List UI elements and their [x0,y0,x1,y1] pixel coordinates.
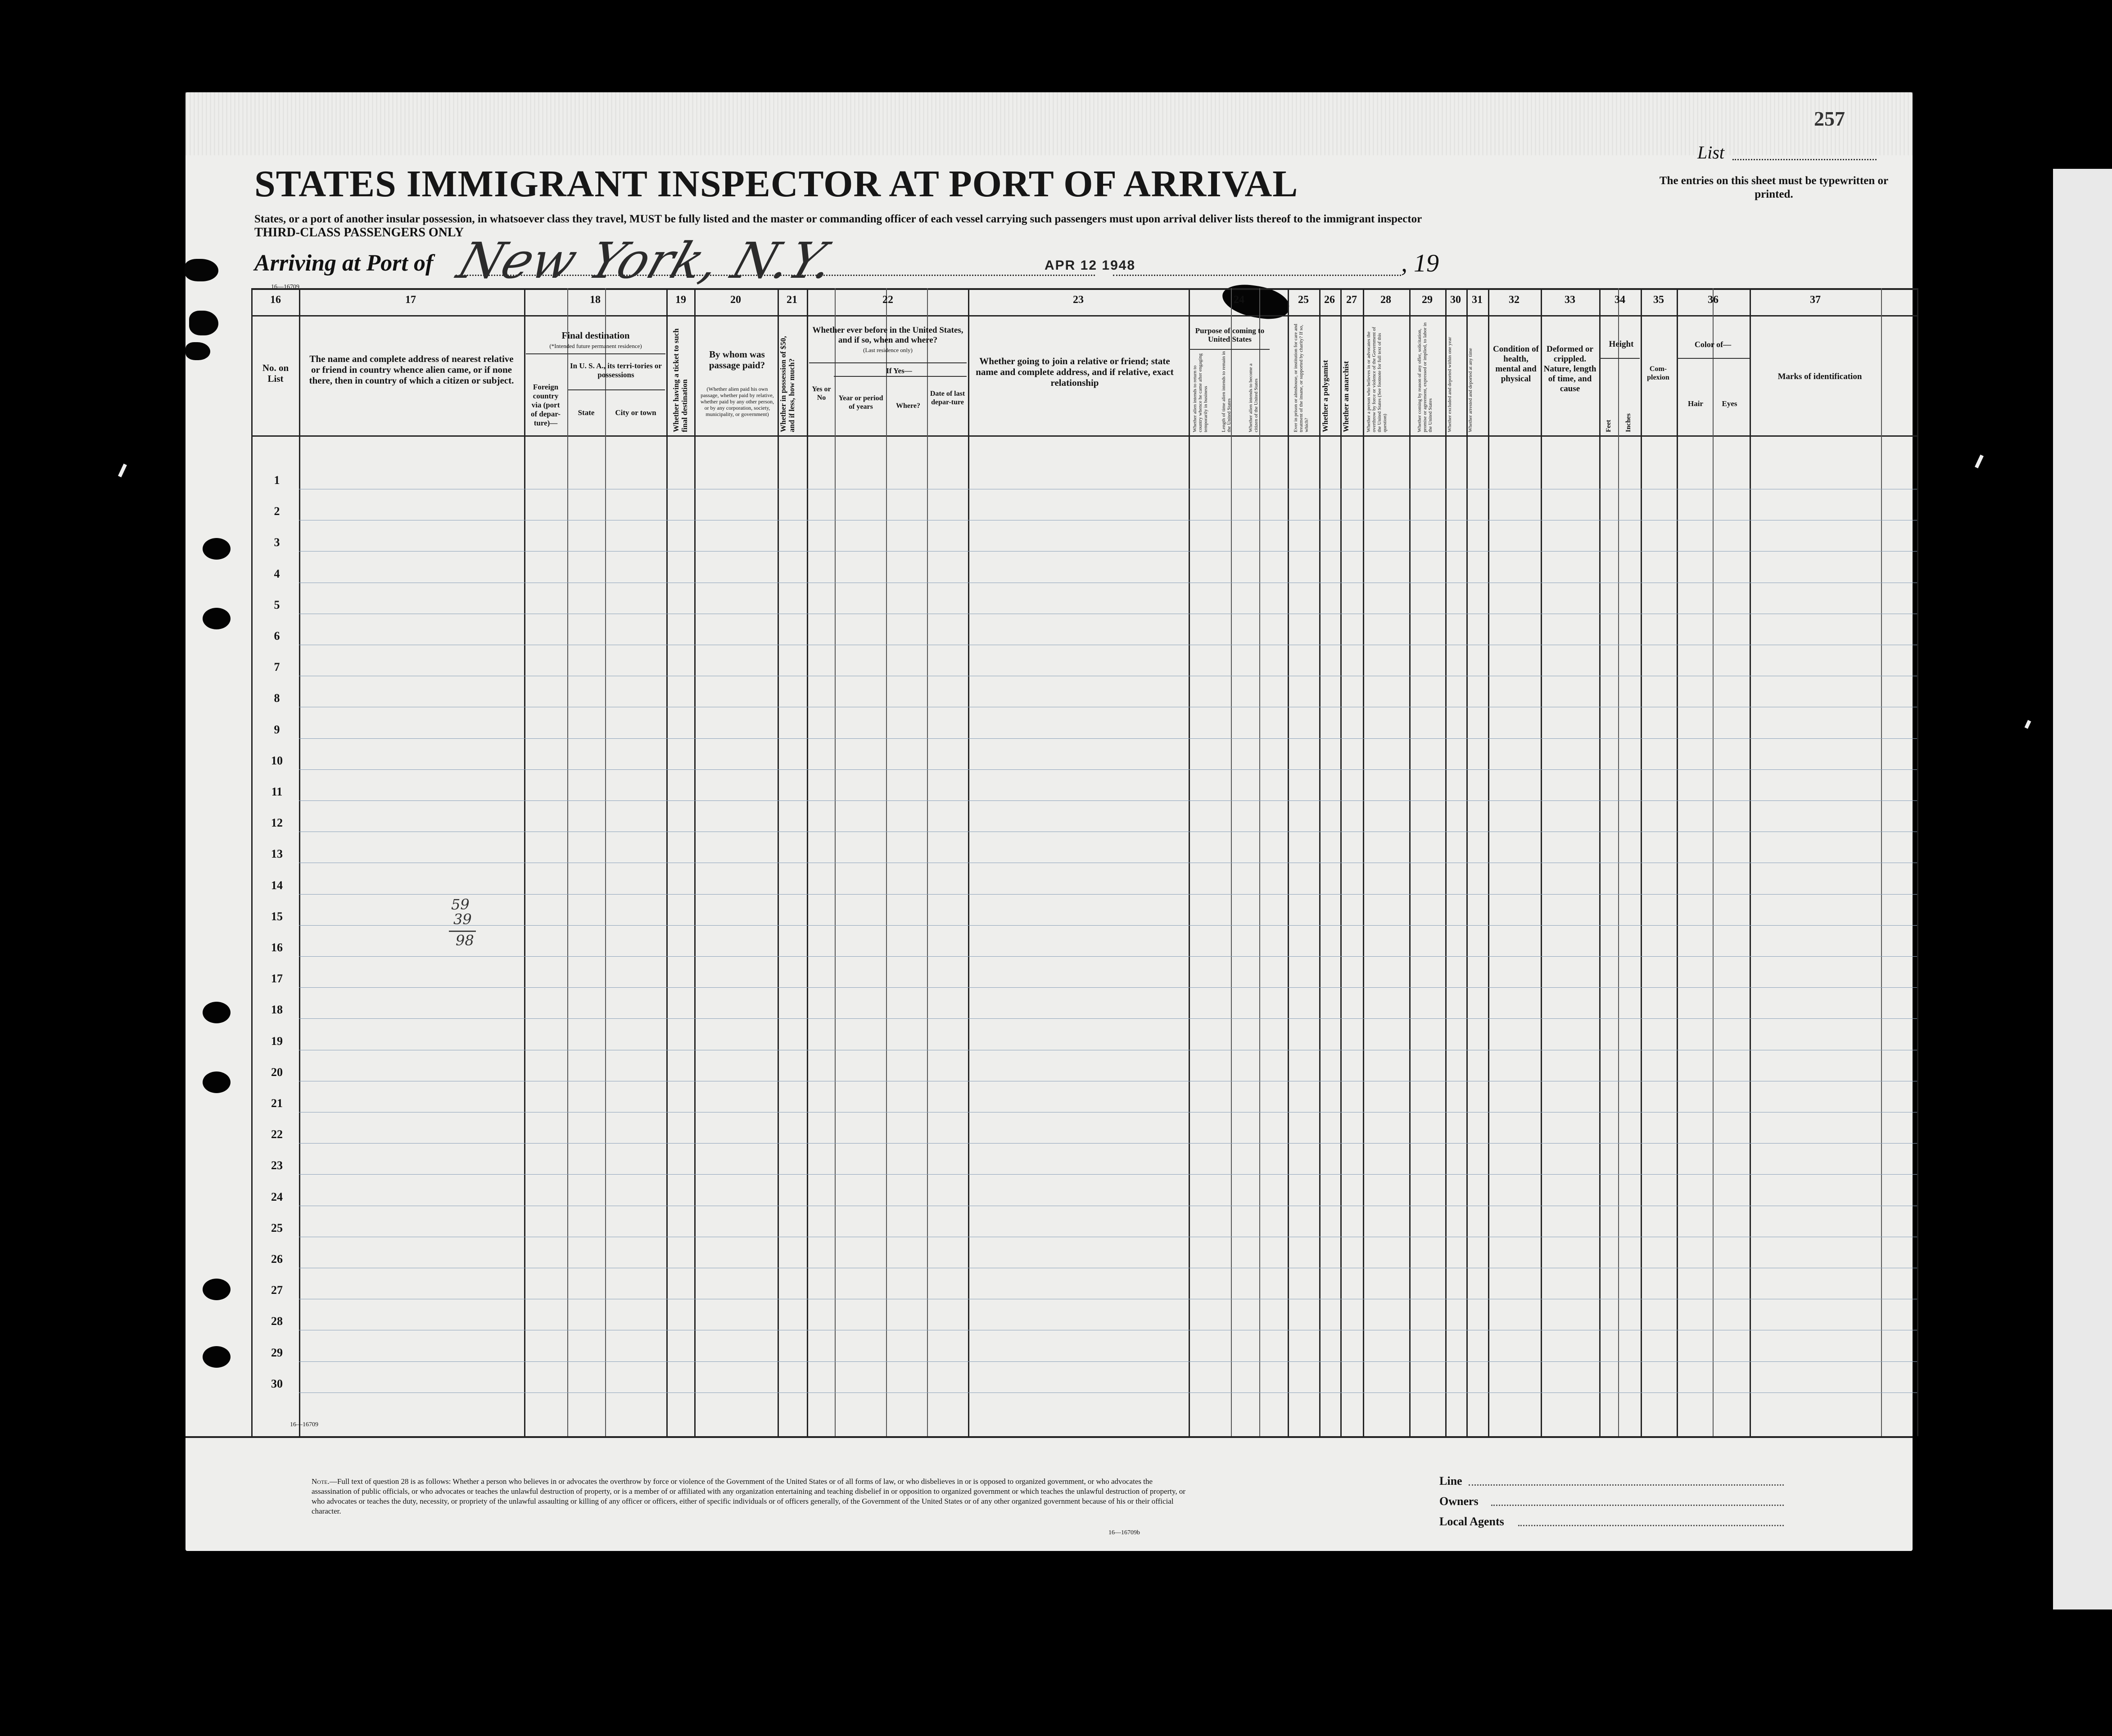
row-rule [299,1361,1917,1362]
column-number: 31 [1472,294,1483,306]
footnote-label: Note. [312,1477,330,1486]
row-number: 13 [271,847,283,861]
col18-state: State [578,408,595,417]
row-rule [299,1143,1917,1144]
footnote [312,1477,1189,1516]
column-rule [1488,288,1489,1436]
row-number: 26 [271,1252,283,1266]
col27-header: Whether an anarchist [1342,361,1350,432]
col36-eyes: Eyes [1722,399,1737,408]
row-number: 5 [274,598,280,611]
row-number: 9 [274,723,280,736]
column-rule [299,288,300,1436]
column-rule [1189,288,1190,1436]
date-stamp: APR 12 1948 [1045,258,1136,273]
column-rule [1363,288,1364,1436]
row-number: 15 [271,909,283,923]
col31-header: Whether arrested and deported at any time [1468,348,1473,432]
list-label: List [1697,142,1725,163]
row-number: 28 [271,1315,283,1328]
column-number: 35 [1653,294,1664,306]
column-number: 33 [1565,294,1575,306]
manifest-sheet [185,92,1913,1551]
row-number: 25 [271,1221,283,1234]
row-number: 17 [271,972,283,986]
col35-header: Com-plexion [1647,365,1669,381]
footer-owners-label: Owners [1439,1495,1479,1508]
handwritten-sum-2: 39 [453,911,472,928]
column-number: 18 [590,294,601,306]
col19-header: Whether having a ticket to such final destination [672,328,689,432]
col32-header: Condition of health, mental and physical [1493,344,1539,384]
edge-blot [189,311,218,335]
column-number: 36 [1708,294,1719,306]
edge-blot [185,342,210,360]
column-rule [1319,288,1321,1436]
col34-inches: Inches [1625,413,1632,432]
row-number: 21 [271,1097,283,1110]
film-speck [2025,720,2031,729]
col34-subrule [1599,358,1640,359]
col36-subrule [1677,358,1750,359]
row-rule [299,1392,1917,1393]
port-handwriting: New York, N.Y. [451,232,842,289]
row-number: 12 [271,816,283,830]
column-rule [807,288,808,1436]
date-line [1113,275,1401,276]
note-code: 16—16709b [1108,1529,1140,1536]
col18-foreign: Foreign country via (port of depar-ture)— [531,383,561,427]
column-rule [1340,288,1342,1436]
column-rule [1541,288,1542,1436]
column-rule [1713,288,1714,1436]
column-number: 24 [1234,294,1244,306]
handwritten-sum-1: 59 [451,896,470,913]
punch-hole [203,1071,231,1093]
column-rule [1259,288,1260,1436]
col17-header: The name and complete address of nearest relative or friend in country whence alien came, or if none there, then in country of which a citizen or subject. [309,353,514,386]
punch-hole [203,1002,231,1023]
row-number: 11 [271,785,283,798]
col22-yesno: Yes or No [812,385,831,402]
col18-sub: (*Intended future permanent residence) [549,343,642,349]
col20-title: By whom was passage paid? [709,349,765,371]
adjacent-page-strip [2053,169,2112,1609]
row-number: 8 [274,692,280,705]
footer-line-field [1469,1484,1784,1486]
table-bottom-rule [185,1436,1913,1438]
row-rule [299,551,1917,552]
col28-header: Whether a person who believes in or advocates the overthrow by force or violence of the Government of the United States (See footnote for full text of this question) [1366,327,1388,432]
list-number-line [1732,159,1877,160]
row-number: 6 [274,629,280,642]
col20-sub: (Whether alien paid his own passage, whether paid by relative, whether paid by any other person, or by any corporation, society, municipality, or government) [700,386,774,417]
row-number: 10 [271,754,283,767]
col36-hair: Hair [1688,399,1703,408]
row-number: 4 [274,567,280,580]
column-number: 25 [1298,294,1309,306]
row-number: 29 [271,1346,283,1359]
form-code-bottom: 16—16709 [290,1421,318,1428]
row-number: 18 [271,1003,283,1017]
col24-citizen: Whether alien intends to become a citizen of the United States [1248,363,1259,432]
column-rule [1917,288,1918,1436]
column-rule [694,288,696,1436]
film-speck [118,464,127,478]
column-rule [666,288,668,1436]
footer-line-label: Line [1439,1474,1462,1487]
col24-title: Purpose of coming to United States [1195,326,1265,344]
col16-header: No. on List [262,362,289,384]
col22-date: Date of last depar-ture [930,390,965,406]
col18-usa: In U. S. A., its terri-tories or possessions [570,362,662,379]
row-number: 23 [271,1159,283,1172]
row-rule [299,769,1917,770]
handwritten-sum-total: 98 [456,932,474,949]
row-number: 16 [271,941,283,954]
column-number: 19 [675,294,686,306]
column-rule [1750,288,1751,1436]
row-number: 2 [274,505,280,518]
passenger-class: THIRD-CLASS PASSENGERS ONLY [254,226,464,240]
row-number: 19 [271,1034,283,1048]
column-rule [567,288,568,1436]
punch-hole [203,608,231,629]
column-rule [1466,288,1468,1436]
column-number-rule [251,315,1917,316]
row-rule [299,925,1917,926]
row-number: 30 [271,1377,283,1390]
col18-title: Final destination [561,330,630,341]
column-rule [1231,288,1232,1436]
col26-header: Whether a polygamist [1321,360,1330,432]
row-number: 24 [271,1190,283,1203]
column-rule [605,288,606,1436]
column-rule [1599,288,1601,1436]
arriving-label: Arriving at Port of [254,250,434,276]
column-rule [1445,288,1447,1436]
col22-period: Year or period of years [838,394,883,411]
list-number: 257 [1814,107,1845,130]
column-rule [1618,288,1619,1436]
column-rule [1677,288,1678,1436]
col24-return: Whether alien intends to return to country whence he came after engaging temporarily in business [1192,353,1208,432]
footer-owners-field [1491,1505,1784,1506]
row-number: 22 [271,1128,283,1141]
column-rule [778,288,779,1436]
col22-where: Where? [896,402,920,410]
port-line [456,275,1095,276]
column-rule [886,288,887,1436]
column-rule [1409,288,1411,1436]
edge-blot [185,259,218,281]
entries-note: The entries on this sheet must be typewritten or printed. [1659,175,1889,200]
col18-city: City or town [615,408,656,417]
column-rule [251,288,253,1436]
row-number: 3 [274,536,280,549]
column-number: 26 [1324,294,1335,306]
column-number: 32 [1509,294,1520,306]
form-code-top: 16—16709 [271,284,299,290]
col33-header: Deformed or crippled. Nature, length of time, and cause [1543,344,1596,393]
col21-header: Whether in possession of $50, and if less, how much? [779,336,796,432]
row-rule [299,894,1917,895]
row-rule [299,738,1917,739]
col22-ifyes: If Yes— [886,366,912,375]
column-number: 34 [1615,294,1625,306]
col22-ifyes-rule [834,376,967,377]
col29-header: Whether coming by reason of any offer, solicitation, promise or agreement, expressed or implied, to labor in the United States [1417,322,1433,432]
column-number: 20 [730,294,741,306]
row-number: 14 [271,878,283,892]
column-number: 23 [1073,294,1084,306]
row-rule [299,956,1917,957]
col30-header: Whether excluded and deported within one year [1447,337,1452,432]
col23-header: Whether going to join a relative or friend; state name and complete address, and if relative, exact relationship [976,356,1174,388]
row-number: 27 [271,1284,283,1297]
column-number: 27 [1346,294,1357,306]
film-speck [1975,455,1984,469]
column-number: 21 [787,294,797,306]
column-number: 29 [1422,294,1433,306]
punch-hole [203,1279,231,1300]
footer-agents-field [1518,1525,1784,1526]
col22-title: Whether ever before in the United States, and if so, when and where? [812,326,963,345]
column-number: 28 [1380,294,1391,306]
footnote-text: —Full text of question 28 is as follows: Whether a person who believes in or advocates the overthrow by force or violence of the Government of the United States or of all forms of law, or who disbelieves in or is opposed to organized government, or who advocates the assassination of public officials, or who advocates or teaches the unlawful destruction of property, or is a member of or affiliated with any organization entertaining and teaching disbelief in or opposition to organized government or which teaches the unlawful destruction of property, or who advocates or teaches the duty, necessity, or propriety of the unlawful assaulting or killing of any officer or officers, either of specific individuals or of officers generally, of the Government of the United States or of any other organized government because of his or their official character. [312,1477,1186,1515]
header-bottom-rule [251,435,1917,437]
column-number: 22 [882,294,893,306]
col34-title: Height [1609,339,1634,349]
column-number: 16 [270,294,281,306]
col22-sub: (Last residence only) [863,347,913,353]
page-title: STATES IMMIGRANT INSPECTOR AT PORT OF ARRIVAL [254,163,1298,205]
punch-hole [203,538,231,560]
column-number: 37 [1810,294,1821,306]
col25-header: Ever in prison or almshouse, or institution for care and treatment of the insane, or supported by charity? If so, which? [1293,324,1309,432]
row-rule [299,1018,1917,1019]
col18-usa-rule [568,389,665,390]
row-rule [299,987,1917,988]
column-rule [927,288,928,1436]
column-rule [968,288,969,1436]
row-number: 7 [274,660,280,674]
column-number: 30 [1450,294,1461,306]
col36-title: Color of— [1694,340,1732,349]
col34-feet: Feet [1605,420,1612,432]
column-rule [835,288,836,1436]
column-rule [1641,288,1642,1436]
col37-header: Marks of identification [1777,372,1862,381]
year-label: , 19 [1401,249,1439,277]
column-rule [1881,288,1882,1436]
row-number: 20 [271,1065,283,1079]
column-rule [524,288,525,1436]
row-number: 1 [274,474,280,487]
row-rule [299,1174,1917,1175]
col18-subrule [526,353,665,354]
col24-length: Length of time alien intends to remain in the United States [1221,351,1232,432]
footer-agents-label: Local Agents [1439,1515,1504,1528]
instruction-line: States, or a port of another insular possession, in whatsoever class they travel, MUST be fully listed and the master or commanding officer of each vessel carrying such passengers must upon arrival deliver lists thereof to the immigrant inspector [254,213,1422,225]
column-number: 17 [405,294,416,306]
column-rule [1288,288,1289,1436]
sheet-top-edge [185,92,1913,155]
col24-subrule [1189,349,1270,350]
punch-hole [203,1346,231,1368]
row-rule [299,800,1917,801]
col22-subrule [809,362,967,363]
